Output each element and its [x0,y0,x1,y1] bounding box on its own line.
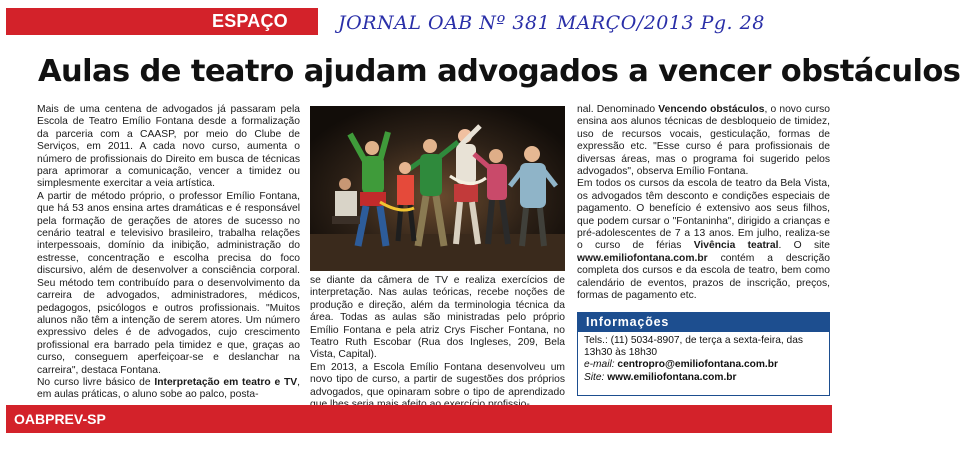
info-box-body [578,332,829,384]
info-box [577,312,830,396]
handwritten-note: JORNAL OAB Nº 381 MARÇO/2013 Pg. 28 [338,12,765,34]
info-phone-row [584,335,823,359]
article-column-1 [37,104,300,402]
text-run: contém a descrição completa dos cursos e da escola de teatro, bem como calendário de eventos, prazos de inscrição, preços, formas de pagamento etc. [577,252,830,302]
article-headline: Aulas de teatro ajudam advogados a vencer obstáculos [38,54,960,89]
article-column-3 [577,104,830,303]
stage-scene-illustration [310,106,565,271]
text-run: Em todos os cursos da escola de teatro da Bela Vista, os advogados têm desconto e condições especiais de pagamento. O benefício é extensivo aos seus filhos, que podem cursar o "Fontaninha", dirigido a crianças e pré-adolescentes de 7 a 13 anos. Em julho, realiza-se o curso de férias [577,178,830,252]
paragraph [577,178,830,302]
paragraph [37,377,300,402]
paragraph [577,104,830,178]
course-name-bold: Interpretação em teatro e TV [154,376,298,388]
section-tag-label: ESPAÇO CAASP [212,11,288,58]
text-run: , o novo curso ensina aos alunos técnicas de desbloqueio de timidez, uso de recursos vocais, gesticulação, formas de expressão etc. "Esse curso é para profissionais de diversas áreas, mas o programa foi sugerido pelos advogados", observa Emílio Fontana. [577,104,830,178]
info-email-row [584,359,823,371]
course-name-bold: Vencendo obstáculos [658,104,765,115]
paragraph: se diante da câmera de TV e realiza exercícios de interpretação. Nas aulas teóricas, recebe noções de produção e direção, além da terminologia técnica da área. Todas as aulas são ministradas pelo próprio Emílio Fontana e pela atriz Crys Fischer Fontana, no Teatro Ruth Escobar (Rua dos Ingleses, 209, Bela Vista, Capital). [310,275,565,361]
footer-label: OABPREV-SP [14,411,106,427]
email-label: e-mail: [584,359,615,371]
paragraph: A partir de método próprio, o professor Emílio Fontana, que há 53 anos ensina artes dramáticas e é responsável pela formação de gerações de atores de sucesso no cenário teatral e televisivo brasileiro, trabalha relações interpessoais, domínio da inibição, administração do estresse, concentração e escolha precisa do foco discursivo, além de desenvolver a consciência corporal. Seu método tem contribuído para o desenvolvimento da carreira de advogados, administradores, médicos, pedagogos, psicólogos e outros profissionais. "Muitos alunos não têm a intenção de serem atores. Um número expressivo deles é de advogados, cujo crescimento profissional era barrado pela timidez e que, graças ao curso, conseguem aperfeiçoar-se e deslanchar na carreira", destaca Fontana. [37,190,300,376]
theatre-class-photo [310,106,565,271]
phone-value: (11) 5034-8907, de terça a sexta-feira, das 13h30 às 18h30 [584,335,803,359]
paragraph: Mais de uma centena de advogados já passaram pela Escola de Teatro Emílio Fontana desde a formalização da parceria com a CAASP, por meio do Clube de Serviços, em 2011. A cada novo curso, aumenta o número de profissionais do Direito em busca de técnicas para aprimorar a comunicação, vencer a timidez ou simplesmente exercitar a veia artística. [37,104,300,190]
paragraph: Em 2013, a Escola Emílio Fontana desenvolveu um novo tipo de curso, a partir de sugestões dos próprios advogados, que opinaram sobre o tipo de aprendizado [310,361,565,398]
text-run: nal. Denominado [577,104,659,115]
footer-section-bar [6,405,832,433]
section-tag [6,8,318,58]
site-label: Site: [584,371,605,383]
course-name-bold: Vivência teatral [693,240,779,252]
info-site-row [584,372,823,384]
text-run: , em aulas práticas, o aluno sobe ao palco, posta- [37,376,300,401]
phone-label: Tels.: [584,335,608,346]
site-link[interactable]: www.emiliofontana.com.br [607,371,737,383]
text-run: No curso livre básico de [37,376,155,388]
article-column-2 [310,275,565,411]
email-link[interactable]: centropro@emiliofontana.com.br [617,359,778,371]
info-box-title: Informações [578,313,829,332]
website-link[interactable]: www.emiliofontana.com.br [577,252,708,264]
text-run: . O site [778,240,831,252]
